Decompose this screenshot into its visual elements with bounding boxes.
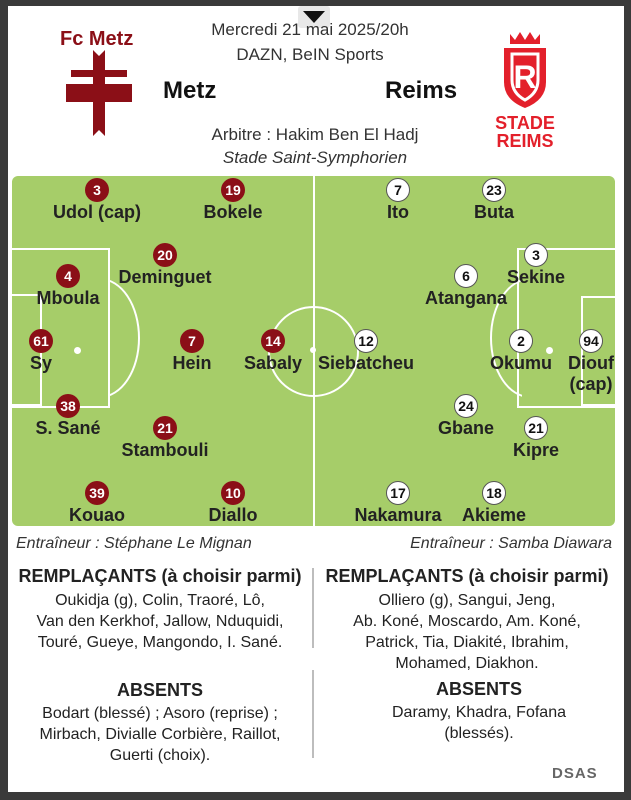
away-absents-title: ABSENTS: [435, 679, 522, 699]
player-name: Diouf (cap): [568, 353, 614, 394]
player-name: Deminguet: [118, 267, 212, 287]
home-coach: Entraîneur : Stéphane Le Mignan: [16, 535, 252, 552]
player-name: Buta: [474, 202, 514, 222]
player-name: Hein: [172, 353, 212, 373]
player-name: Sy: [29, 353, 53, 373]
jersey-number: 4: [56, 264, 80, 288]
home-absents-title: ABSENTS: [116, 680, 203, 700]
footer-brand: DSAS: [552, 765, 598, 782]
home-subs-title: REMPLAÇANTS (à choisir parmi): [18, 566, 302, 586]
jersey-number: 3: [524, 243, 548, 267]
jersey-number: 61: [29, 329, 53, 353]
away-absents-line: (blessés).: [444, 725, 514, 742]
jersey-number: 3: [85, 178, 109, 202]
player-name: Okumu: [489, 353, 552, 373]
home-logo-text: Fc Metz: [60, 28, 134, 50]
player-name: Siebatcheu: [317, 353, 415, 373]
jersey-number: 21: [524, 416, 548, 440]
jersey-number: 94: [579, 329, 603, 353]
away-subs-line: Olliero (g), Sangui, Jeng,: [378, 592, 556, 609]
referee: Arbitre : Hakim Ben El Hadj: [211, 125, 419, 144]
away-absents-line: Daramy, Khadra, Fofana: [391, 704, 566, 721]
jersey-number: 14: [261, 329, 285, 353]
jersey-number: 23: [482, 178, 506, 202]
jersey-number: 24: [454, 394, 478, 418]
jersey-number: 38: [56, 394, 80, 418]
home-absents-section: [10, 680, 310, 766]
metz-cross-logo: [66, 50, 132, 138]
jersey-number: 20: [153, 243, 177, 267]
match-date: Mercredi 21 mai 2025/20h: [211, 20, 409, 39]
player-name: Gbane: [437, 418, 494, 438]
home-subs-line: Van den Kerkhof, Jallow, Nduquidi,: [36, 613, 284, 630]
jersey-number: 6: [454, 264, 478, 288]
player-name: S. Sané: [35, 418, 101, 438]
away-logo-bottom: REIMS: [496, 131, 554, 151]
jersey-number: 7: [180, 329, 204, 353]
away-subs-line: Ab. Koné, Moscardo, Am. Koné,: [353, 613, 581, 630]
jersey-number: 39: [85, 481, 109, 505]
player-name: Stambouli: [121, 440, 209, 460]
player-name: Bokele: [203, 202, 263, 222]
away-subs-line: Mohamed, Diakhon.: [395, 655, 539, 672]
player-name: Akieme: [461, 505, 527, 525]
absents-divider: [312, 670, 314, 758]
jersey-number: 2: [509, 329, 533, 353]
away-subs-section: [314, 566, 620, 674]
away-subs-line: Patrick, Tia, Diakité, Ibrahim,: [365, 634, 569, 651]
jersey-number: 7: [386, 178, 410, 202]
player-name: Diallo: [208, 505, 258, 525]
home-subs-line: Oukidja (g), Colin, Traoré, Lô,: [55, 592, 265, 609]
jersey-number: 21: [153, 416, 177, 440]
player-name: Sekine: [506, 267, 566, 287]
jersey-number: 19: [221, 178, 245, 202]
svg-text:R: R: [513, 59, 537, 95]
away-logo-top: STADE: [495, 113, 555, 133]
home-absents-line: Bodart (blessé) ; Asoro (reprise) ;: [42, 705, 278, 722]
home-absents-line: Mirbach, Divialle Corbière, Raillot,: [39, 726, 281, 743]
jersey-number: 17: [386, 481, 410, 505]
player-name: Atangana: [424, 288, 507, 308]
away-coach: Entraîneur : Samba Diawara: [410, 535, 612, 552]
jersey-number: 12: [354, 329, 378, 353]
home-subs-line: Touré, Gueye, Mangondo, I. Sané.: [37, 634, 283, 651]
away-subs-title: REMPLAÇANTS (à choisir parmi): [325, 566, 609, 586]
stadium: Stade Saint-Symphorien: [222, 148, 408, 167]
player-name: Mboula: [36, 288, 100, 308]
jersey-number: 18: [482, 481, 506, 505]
reims-crest-logo: [500, 30, 550, 110]
home-subs-section: [10, 566, 310, 653]
home-team-name: Metz: [163, 77, 217, 104]
broadcast-info: DAZN, BeIN Sports: [236, 45, 384, 64]
home-absents-line: Guerti (choix).: [109, 747, 211, 764]
player-name: Kouao: [69, 505, 125, 525]
player-name: Kipre: [512, 440, 559, 460]
player-name: Udol (cap): [53, 202, 141, 222]
player-name: Sabaly: [243, 353, 303, 373]
player-name: Ito: [387, 202, 409, 222]
away-absents-section: [326, 679, 631, 744]
jersey-number: 10: [221, 481, 245, 505]
player-name: Nakamura: [354, 505, 442, 525]
away-team-name: Reims: [385, 77, 458, 104]
